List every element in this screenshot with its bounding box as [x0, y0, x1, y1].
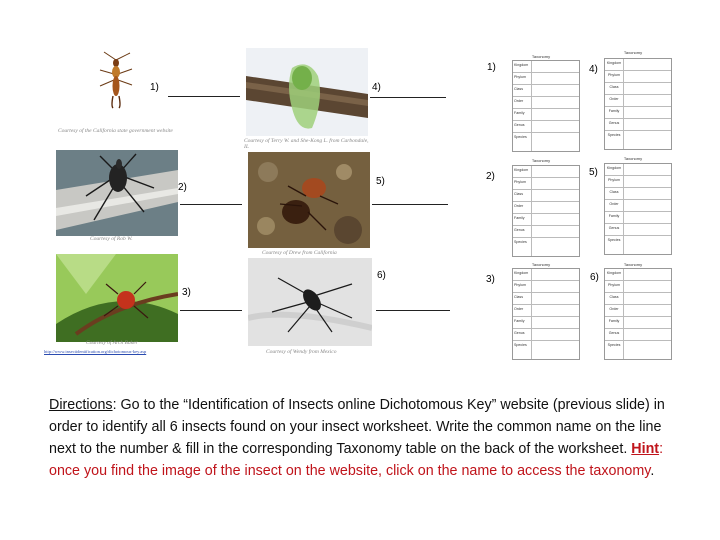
taxonomy-row-label: Family	[514, 319, 525, 323]
photo-credit-5: Courtesy of Drew from California	[262, 250, 337, 256]
taxonomy-title-5: Taxonomy	[623, 156, 643, 161]
taxonomy-title-6: Taxonomy	[623, 262, 643, 267]
taxonomy-table-2	[512, 165, 580, 257]
taxonomy-table-1	[512, 60, 580, 152]
photo-credit-4: Courtesy of Terry W. and She-Kong L. from Carbondale, IL	[244, 138, 369, 150]
taxonomy-row-label: Genus	[514, 123, 525, 127]
photo-credit-1: Courtesy of the California state government website	[58, 128, 173, 134]
taxonomy-title-4: Taxonomy	[623, 50, 643, 55]
answer-line-3[interactable]	[180, 310, 242, 311]
insect-photo-2	[56, 150, 178, 236]
insect-photo-4	[246, 48, 368, 136]
taxonomy-row-label: Kingdom	[606, 166, 622, 170]
taxonomy-row-label: Phylum	[514, 75, 526, 79]
taxonomy-table-6	[604, 268, 672, 360]
insect-photo-5	[248, 152, 370, 248]
taxonomy-table-5	[604, 163, 672, 255]
taxonomy-row-label: Order	[609, 307, 619, 311]
taxonomy-row-label: Family	[514, 216, 525, 220]
taxonomy-row-label: Species	[607, 343, 621, 347]
photo-credit-3-url[interactable]: http://www.insectidentification.org/dichotomous-key.asp	[44, 349, 147, 354]
taxonomy-row-label: Phylum	[608, 73, 620, 77]
directions-end: .	[650, 463, 655, 479]
taxonomy-row-label: Class	[514, 192, 523, 196]
insect-number-2: 2)	[178, 182, 187, 193]
taxonomy-row-label: Genus	[514, 331, 525, 335]
taxonomy-row-label: Genus	[608, 226, 620, 230]
taxonomy-row-label: Kingdom	[514, 168, 529, 172]
taxonomy-row-label: Kingdom	[606, 271, 622, 275]
taxonomy-row-label: Family	[514, 111, 525, 115]
taxonomy-title-3: Taxonomy	[531, 262, 551, 267]
taxonomy-row-label: Class	[609, 85, 619, 89]
taxonomy-number-4: 4)	[589, 64, 598, 75]
taxonomy-row-label: Phylum	[514, 283, 526, 287]
photo-credit-3: Courtesy of Arch Baker	[86, 340, 138, 346]
hint-text: : once you find the image of the insect on the website, click on the name to access the taxonomy	[49, 441, 664, 479]
taxonomy-row-label: Genus	[514, 228, 525, 232]
taxonomy-table-3	[512, 268, 580, 360]
taxonomy-row-label: Class	[514, 87, 523, 91]
taxonomy-row-label: Family	[608, 109, 620, 113]
taxonomy-row-label: Order	[514, 99, 524, 103]
taxonomy-row-label: Class	[609, 190, 619, 194]
insect-photo-6	[248, 258, 372, 346]
taxonomy-row-label: Kingdom	[514, 63, 529, 67]
taxonomy-row-label: Phylum	[514, 180, 526, 184]
answer-line-1[interactable]	[168, 96, 240, 97]
insect-photo-1	[86, 50, 146, 112]
taxonomy-row-label: Kingdom	[514, 271, 529, 275]
taxonomy-row-label: Order	[609, 202, 619, 206]
taxonomy-row-label: Kingdom	[606, 61, 622, 65]
insect-number-5: 5)	[376, 176, 385, 187]
taxonomy-row-label: Species	[514, 240, 527, 244]
taxonomy-row-label: Order	[514, 307, 524, 311]
hint-label: Hint	[631, 441, 660, 457]
insect-photo-3	[56, 254, 178, 342]
taxonomy-number-6: 6)	[590, 272, 599, 283]
photo-credit-6: Courtesy of Wendy from Mexico	[266, 349, 337, 355]
insect-number-3: 3)	[182, 287, 191, 298]
directions-paragraph	[49, 394, 689, 482]
insect-number-1: 1)	[150, 82, 159, 93]
taxonomy-row-label: Phylum	[608, 178, 620, 182]
insect-number-6: 6)	[377, 270, 386, 281]
taxonomy-title-2: Taxonomy	[531, 158, 551, 163]
taxonomy-row-label: Species	[607, 238, 621, 242]
directions-text: : Go to the “Identification of Insects online Dichotomous Key” website (previous slide) in order to identify all 6 insects found on your insect worksheet. Write the common name on the line next to the number & fill in the corresponding Taxonomy table on the back of the worksheet.	[49, 397, 665, 457]
taxonomy-row-label: Class	[514, 295, 523, 299]
taxonomy-row-label: Species	[514, 343, 527, 347]
taxonomy-row-label: Species	[514, 135, 527, 139]
taxonomy-number-1: 1)	[487, 62, 496, 73]
taxonomy-row-label: Family	[608, 319, 620, 323]
answer-line-5[interactable]	[372, 204, 448, 205]
taxonomy-title-1: Taxonomy	[531, 54, 551, 59]
taxonomy-row-label: Phylum	[608, 283, 620, 287]
taxonomy-row-label: Order	[514, 204, 524, 208]
insect-number-4: 4)	[372, 82, 381, 93]
taxonomy-row-label: Family	[608, 214, 620, 218]
photo-credit-2: Courtesy of Rob W.	[90, 236, 133, 242]
taxonomy-row-label: Class	[609, 295, 619, 299]
taxonomy-number-2: 2)	[486, 171, 495, 182]
taxonomy-row-label: Genus	[608, 121, 620, 125]
taxonomy-row-label: Order	[609, 97, 619, 101]
answer-line-2[interactable]	[180, 204, 242, 205]
taxonomy-row-label: Genus	[608, 331, 620, 335]
taxonomy-number-3: 3)	[486, 274, 495, 285]
taxonomy-row-label: Species	[607, 133, 621, 137]
answer-line-6[interactable]	[376, 310, 450, 311]
taxonomy-number-5: 5)	[589, 167, 598, 178]
answer-line-4[interactable]	[370, 97, 446, 98]
taxonomy-table-4	[604, 58, 672, 150]
directions-label: Directions	[49, 397, 113, 413]
